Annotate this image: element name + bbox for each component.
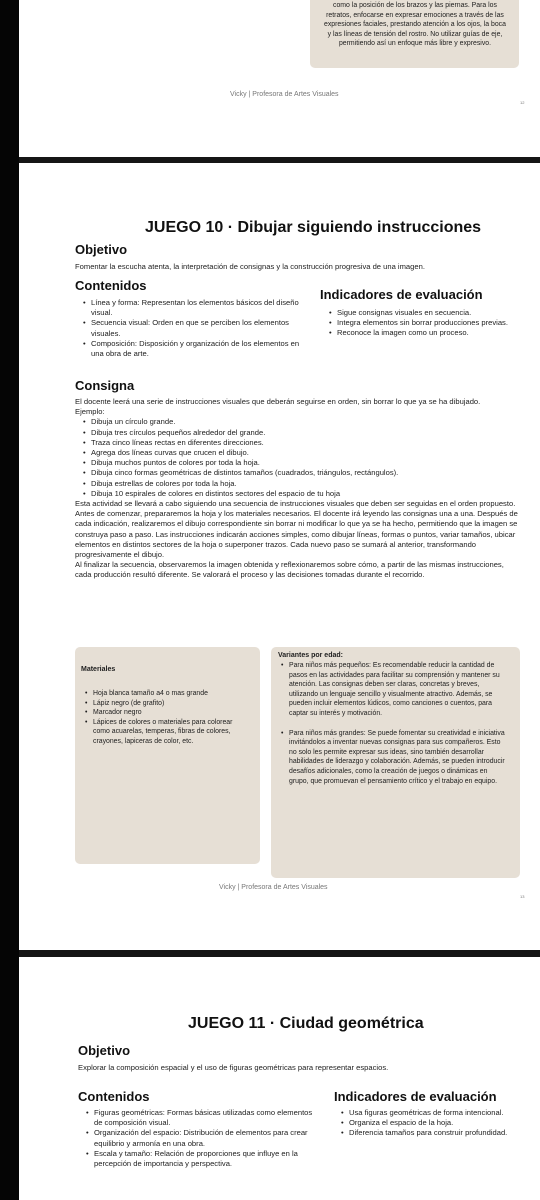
left-black-margin — [0, 0, 19, 1200]
list-item: • Dibuja cinco formas geométricas de distintos tamaños (cuadrados, triángulos, rectángulos). — [81, 468, 519, 478]
indicadores-list — [339, 1108, 509, 1139]
objetivo-text: Explorar la composición espacial y el uso de figuras geométricas para representar espacios. — [78, 1063, 389, 1072]
list-item: • Lápices de colores o materiales para colorear como acuarelas, temperas, fibras de colores, crayones, lapiceras de color, etc. — [83, 718, 249, 747]
materiales-list — [83, 689, 249, 747]
page-12 — [19, 0, 540, 157]
list-item: • Sigue consignas visuales en secuencia. — [327, 308, 517, 318]
list-item: • Marcador negro — [83, 708, 249, 718]
list-item: • Lápiz negro (de grafito) — [83, 699, 249, 709]
list-item: • Dibuja tres círculos pequeños alrededor del grande. — [81, 428, 519, 438]
contenidos-heading: Contenidos — [75, 278, 147, 293]
page-footer: Vicky | Profesora de Artes Visuales — [219, 884, 328, 891]
list-item: • Reconoce la imagen como un proceso. — [327, 328, 517, 338]
list-item: • Traza cinco líneas rectas en diferentes direcciones. — [81, 438, 519, 448]
page-13 — [19, 163, 540, 950]
list-item: • Organización del espacio: Distribución de elementos para crear equilibrio y armonía en una obra. — [84, 1128, 314, 1148]
page-14 — [19, 957, 540, 1200]
list-item: • Línea y forma: Representan los elementos básicos del diseño visual. — [81, 298, 311, 318]
page-number: 13 — [520, 894, 525, 899]
variantes-title: Variantes por edad: — [278, 652, 343, 659]
consigna-heading: Consigna — [75, 378, 135, 393]
list-item: • Secuencia visual: Orden en que se perciben los elementos visuales. — [81, 318, 311, 338]
contenidos-list — [81, 298, 311, 359]
indicadores-heading: Indicadores de evaluación — [320, 287, 483, 302]
ejemplo-label: Ejemplo: — [75, 407, 105, 417]
paragraph: Esta actividad se llevará a cabo siguiendo una secuencia de instrucciones visuales que deben ser seguidas en el orden propuesto. Antes de comenzar, prepararemos la hoja y los materiales necesarios. El docente irá leyendo las consignas una a una. Después de cada indicación, realizaremos el dibujo correspondiente sin borrar ni modificar lo que ya se ha hecho, permitiendo que la imagen se construya paso a paso. Las instrucciones indicarán acciones simples, como dibujar líneas, formas o puntos, variar tamaños, ubicar elementos en distintos sectores de la hoja o superponer trazos. Cada nuevo paso se sumará al anterior, transformando progresivamente el dibujo. — [75, 499, 518, 560]
variantes-list — [279, 661, 507, 786]
materiales-box — [75, 647, 260, 864]
list-item: • Dibuja muchos puntos de colores por toda la hoja. — [81, 458, 519, 468]
page-footer: Vicky | Profesora de Artes Visuales — [230, 91, 339, 98]
objetivo-heading: Objetivo — [78, 1043, 131, 1058]
paragraph: Al finalizar la secuencia, observaremos la imagen obtenida y reflexionaremos sobre cómo, a partir de las mismas instrucciones, cada producción resultó diferente. Se valorará el proceso y las decisiones tomadas durante el recorrido. — [75, 560, 504, 580]
list-item: • Agrega dos líneas curvas que crucen el dibujo. — [81, 448, 519, 458]
indicadores-heading: Indicadores de evaluación — [334, 1089, 497, 1104]
list-item: • Para niños más pequeños: Es recomendable reducir la cantidad de pasos en las actividades para facilitar su comprensión y mantener su atención. Las consignas deben ser claras, concretas y breves, utilizando un lenguaje sencillo y visualmente atractivo. Además, se pueden incluir elementos lúdicos, como canciones o cuentos, para captar su interés y motivación. — [279, 661, 507, 719]
indicadores-list — [327, 308, 517, 339]
page-title: JUEGO 10 · Dibujar siguiendo instrucciones — [145, 219, 482, 236]
list-item: • Para niños más grandes: Se puede fomentar su creatividad e iniciativa invitándolos a inventar nuevas consignas para sus compañeros. Esto no solo les permite expresar sus ideas, sino también desarrollar habilidades de liderazgo y colaboración. Además, se pueden introducir desafíos adicionales, como la creación de juegos o dinámicas en grupo, que promuevan el pensamiento crítico y el trabajo en equipo. — [279, 729, 507, 787]
list-item: • Usa figuras geométricas de forma intencional. — [339, 1108, 509, 1118]
page-title: JUEGO 11 · Ciudad geométrica — [188, 1015, 424, 1032]
consigna-text-block — [75, 397, 519, 581]
page-number: 12 — [520, 100, 525, 105]
list-item: • Dibuja estrellas de colores por toda la hoja. — [81, 479, 519, 489]
list-item: • Dibuja un círculo grande. — [81, 417, 519, 427]
list-item: • Integra elementos sin borrar producciones previas. — [327, 318, 517, 328]
contenidos-list — [84, 1108, 314, 1169]
list-item: • Dibuja 10 espirales de colores en distintos sectores del espacio de tu hoja — [81, 489, 519, 499]
tips-box — [310, 0, 519, 68]
page-separator — [19, 950, 540, 957]
ejemplos-list — [81, 417, 519, 499]
list-item: • Figuras geométricas: Formas básicas utilizadas como elementos de composición visual. — [84, 1108, 314, 1128]
materiales-title: Materiales — [81, 666, 116, 673]
consigna-intro: El docente leerá una serie de instrucciones visuales que deberán seguirse en orden, sin borrar lo que ya se ha dibujado. — [75, 397, 481, 406]
list-item: • Organiza el espacio de la hoja. — [339, 1118, 509, 1128]
contenidos-heading: Contenidos — [78, 1089, 150, 1104]
list-item: • Hoja blanca tamaño a4 o mas grande — [83, 689, 249, 699]
list-item: • Composición: Disposición y organización de los elementos en una obra de arte. — [81, 339, 311, 359]
variantes-box — [271, 647, 520, 878]
tips-box-text: como la posición de los brazos y las piernas. Para los retratos, enfocarse en expresar emociones a través de las expresiones faciales, prestando atención a los ojos, la boca y las líneas de tensión del rostro. No utilizar guías de eje, permitiendo así un enfoque más libre y expresivo. — [324, 2, 506, 48]
list-item: • Escala y tamaño: Relación de proporciones que influye en la percepción de importancia y perspectiva. — [84, 1149, 314, 1169]
objetivo-heading: Objetivo — [75, 242, 128, 257]
objetivo-text: Fomentar la escucha atenta, la interpretación de consignas y la construcción progresiva de una imagen. — [75, 262, 425, 271]
list-item: • Diferencia tamaños para construir profundidad. — [339, 1128, 509, 1138]
